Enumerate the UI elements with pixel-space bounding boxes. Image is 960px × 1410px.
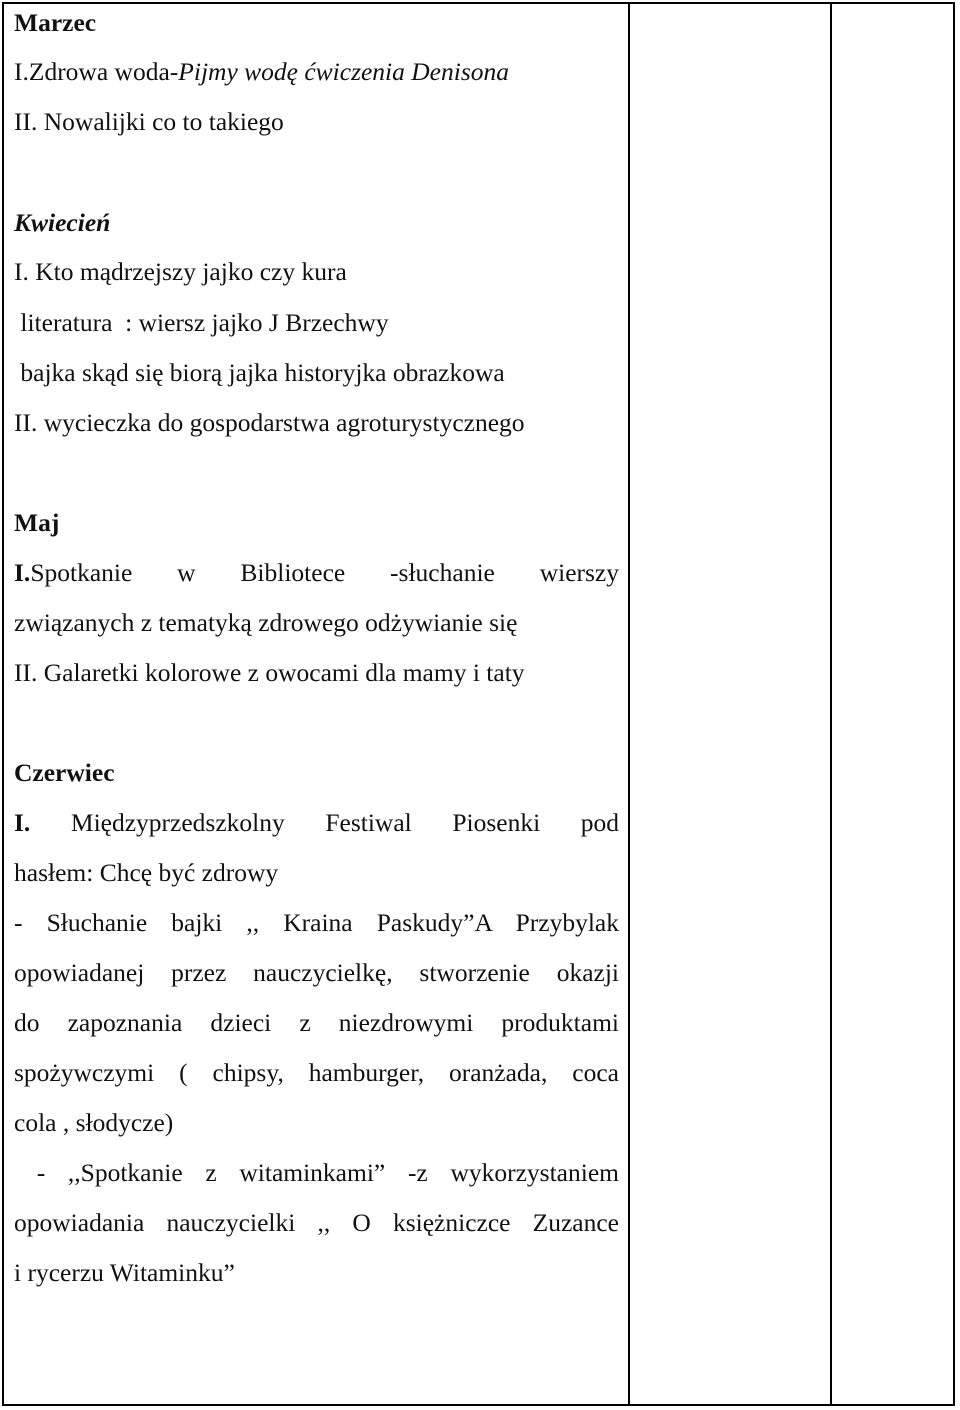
june-item-7: cola , słodycze) bbox=[14, 1108, 174, 1137]
june-item-5: do zapoznania dzieci z niezdrowymi produktami bbox=[14, 1008, 619, 1037]
month-heading-april: Kwiecień bbox=[14, 208, 111, 237]
june-item-10: i rycerzu Witaminku” bbox=[14, 1258, 235, 1287]
june-item-3: - Słuchanie bajki ,, Kraina Paskudy”A Przybylak bbox=[14, 908, 619, 937]
may-item-3: II. Galaretki kolorowe z owocami dla mamy i taty bbox=[14, 658, 525, 687]
month-heading-june: Czerwiec bbox=[14, 758, 115, 787]
april-item-3: bajka skąd się biorą jajka historyjka obrazkowa bbox=[14, 358, 505, 387]
june-item-2: hasłem: Chcę być zdrowy bbox=[14, 858, 279, 887]
april-item-1: I. Kto mądrzejszy jajko czy kura bbox=[14, 257, 347, 286]
june-item-6: spożywczymi ( chipsy, hamburger, oranżada, coca bbox=[14, 1058, 619, 1087]
month-heading-may: Maj bbox=[14, 508, 60, 537]
march-item-2: II. Nowalijki co to takiego bbox=[14, 107, 284, 136]
month-heading-march: Marzec bbox=[14, 8, 97, 37]
april-item-2: literatura : wiersz jajko J Brzechwy bbox=[14, 308, 389, 337]
column-divider-2 bbox=[830, 4, 832, 1404]
june-item-4: opowiadanej przez nauczycielkę, stworzenie okazji bbox=[14, 958, 619, 987]
may-item-1: I.Spotkanie w Bibliotece -słuchanie wierszy bbox=[14, 558, 619, 587]
column-divider-1 bbox=[628, 4, 630, 1404]
may-item-2: związanych z tematyką zdrowego odżywianie się bbox=[14, 608, 518, 637]
june-item-8: - ,,Spotkanie z witaminkami” -z wykorzystaniem bbox=[14, 1158, 619, 1187]
march-item-1: I.Zdrowa woda-Pijmy wodę ćwiczenia Denisona bbox=[14, 57, 510, 86]
june-item-9: opowiadania nauczycielki ,, O księżniczce Zuzance bbox=[14, 1208, 619, 1237]
june-item-1: I. Międzyprzedszkolny Festiwal Piosenki pod bbox=[14, 808, 619, 837]
april-item-4: II. wycieczka do gospodarstwa agroturystycznego bbox=[14, 408, 525, 437]
